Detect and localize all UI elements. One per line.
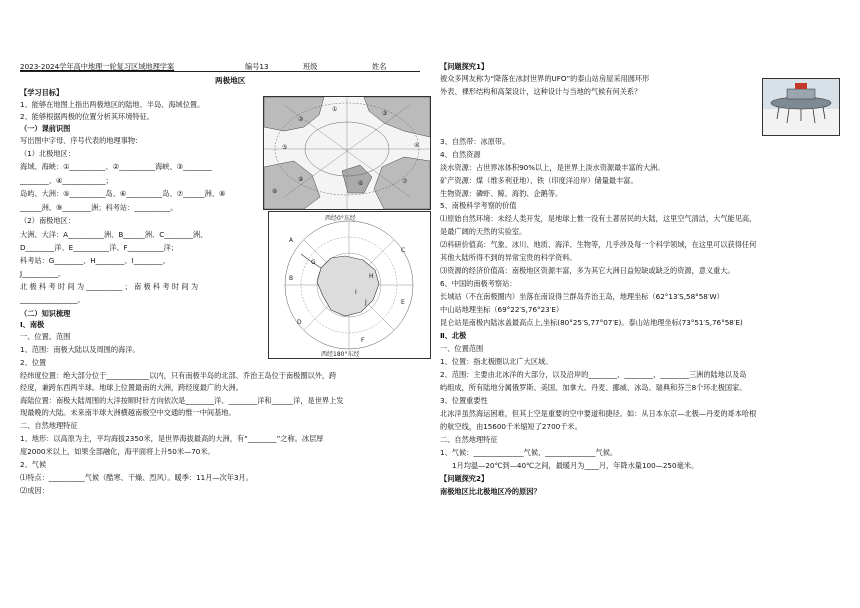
north-2b: 屿组成，所有陆地分属俄罗斯、美国、加拿大、丹麦、挪威、冰岛、瑞典和芬兰8个环北极国家。 bbox=[440, 383, 747, 392]
right-6a: 长城站（不在南极圈内）坐落在南设得兰群岛乔治王岛，地理坐标（62°13′S,58°58′W） bbox=[440, 292, 724, 301]
name-label: 姓名 bbox=[372, 62, 387, 71]
right-6c: 昆仑站是南极内陆冰盖最高点上,坐标(80°25′S,77°07′E)。泰山站地理坐标(73°51′S,76°58′E) bbox=[440, 318, 743, 327]
north-3b: 的航空线，由15600千米缩短了2700千米。 bbox=[440, 422, 582, 431]
right-4b: 矿产资源：煤（维多利亚地）、铁（印度洋沿岸）储量最丰富。 bbox=[440, 176, 638, 185]
north-1: 1、位置：指北极圈以北广大区域。 bbox=[440, 357, 553, 366]
right-6: 6、中国的南极考察站： bbox=[440, 279, 517, 288]
class-label: 班级 bbox=[303, 62, 318, 71]
antarctic-map bbox=[268, 211, 431, 359]
arctic-label-9: ⑨ bbox=[298, 176, 304, 183]
right-4a: 淡水资源：占世界冰体积90%以上，是世界上淡水资源最丰富的大洲。 bbox=[440, 163, 665, 172]
doc-number: 编号13 bbox=[245, 62, 269, 71]
taishan-station-photo bbox=[762, 78, 840, 136]
south-line-2: D________洋、E__________洋、F__________洋； bbox=[20, 243, 178, 252]
question-1-line-a: 被众多网友称为“降落在冰封世界的UFO”的泰山站房屋采用圆环形 bbox=[440, 74, 650, 83]
arctic-map bbox=[263, 96, 431, 210]
south-line-6: ________________。 bbox=[20, 295, 85, 304]
section-2-heading: （二）知识梳理 bbox=[20, 309, 71, 318]
antarctic-label-b: B bbox=[289, 275, 294, 282]
arctic-map-graphic bbox=[264, 97, 430, 209]
south-line-1: 大洲、大洋：A__________洲、B______洲、C________洲、 bbox=[20, 230, 208, 239]
question-2-heading: 【问题探究2】 bbox=[440, 474, 489, 483]
station-graphic bbox=[763, 79, 839, 135]
north-3-heading: 3、位置重要性 bbox=[440, 396, 488, 405]
goals-heading: 【学习目标】 bbox=[20, 88, 64, 97]
climate-heading: 2、气候 bbox=[20, 460, 47, 469]
north-4-heading: 二、自然地理特征 bbox=[440, 435, 498, 444]
right-4c: 生物资源：磷虾、鲸、海豹、企鹅等。 bbox=[440, 189, 563, 198]
antarctic-label-c: C bbox=[401, 247, 406, 254]
right-5c: ⑵科研价值高：气象、冰川、地质、海洋、生物等，几乎涉及每一个科学领域，在这里可以获得任何 bbox=[440, 240, 757, 249]
position-heading: 2、位置 bbox=[20, 358, 47, 367]
section-1-heading: （一）课前识图 bbox=[20, 124, 71, 133]
question-2: 南极地区比北极地区冷的原因？ bbox=[440, 487, 541, 496]
antarctic-label-a: A bbox=[289, 237, 294, 244]
north-4a: 1、气候：______________气候、______________气候。 bbox=[440, 448, 618, 457]
nature-heading: 二、自然地理特征 bbox=[20, 421, 78, 430]
north-pole-heading: Ⅱ、北极 bbox=[440, 331, 467, 340]
climate-2: ⑵成因： bbox=[20, 486, 49, 495]
right-5d: 其他大陆所得不到的异常宝贵的科学资料。 bbox=[440, 253, 577, 262]
right-5: 5、南极科学考察的价值 bbox=[440, 201, 517, 210]
climate-1: ⑴特点：__________气候（酷寒、干燥、烈风）。暖季：11月—次年3月。 bbox=[20, 473, 253, 482]
range-1: 1、范围：南极大陆以及周围的海洋。 bbox=[20, 345, 140, 354]
north-line-1: 海域、海峡：①__________、②__________海峡、③________ bbox=[20, 162, 212, 171]
arctic-label-6: ⑥ bbox=[358, 180, 364, 187]
antarctic-map-graphic bbox=[269, 212, 430, 358]
header-line bbox=[20, 71, 420, 72]
position-3: 海陆位置：南极大陆周围的大洋按顺时针方向依次是________洋、________洋和______洋，是世界上发 bbox=[20, 396, 344, 405]
north-range-heading: 一、位置范围 bbox=[440, 344, 484, 353]
goal-1: 1、能够在地图上指出两极地区的陆地、半岛、海域位置。 bbox=[20, 100, 205, 109]
school-year: 2023-2024学年高中地理一轮复习区域地理学案 bbox=[20, 62, 175, 71]
position-1: 经纬度位置：绝大部分位于____________以内，只有南极半岛的北部、乔治王岛位于南极圈以外，跨 bbox=[20, 371, 337, 380]
antarctic-label-e: E bbox=[401, 299, 405, 306]
antarctic-label-d: D bbox=[297, 319, 302, 326]
arctic-label-8: ⑧ bbox=[272, 188, 278, 195]
south-line-5: 北 极 科 考 时 间 为 __________ ； 南 极 科 考 时 间 为 bbox=[20, 282, 199, 291]
terrain-2: 度2000米以上，如果全部融化，海平面将上升50米—70米。 bbox=[20, 447, 215, 456]
antarctic-label-i: I bbox=[355, 289, 357, 296]
right-5b: 是最广阔的天然的实验室。 bbox=[440, 227, 527, 236]
north-line-4: ______洲、⑨________洲；科考站：__________。 bbox=[20, 203, 178, 212]
question-1-line-b: 外表、裸形结构和高架设计，这种设计与当地的气候有何关系？ bbox=[440, 87, 642, 96]
range-heading: 一、位置、范围 bbox=[20, 332, 71, 341]
antarctic-label-h: H bbox=[369, 273, 374, 280]
antarctic-label-g: G bbox=[311, 259, 316, 266]
arctic-label-7: ⑦ bbox=[402, 178, 408, 185]
arctic-label-1: ① bbox=[332, 106, 338, 113]
north-2: 2、范围：主要由北冰洋的大部分，以及沿岸的________、________、________三洲的陆地以及岛 bbox=[440, 370, 747, 379]
right-5e: ⑶资源的经济价值高：南极地区资源丰富，多为其它大洲日益短缺或缺乏的资源，意义重大。 bbox=[440, 266, 735, 275]
right-4: 4、自然资源 bbox=[440, 150, 481, 159]
south-line-4: J__________。 bbox=[20, 269, 66, 278]
right-3: 3、自然带：冰原带。 bbox=[440, 137, 510, 146]
terrain-1: 1、地形：以高原为主，平均海拔2350米，是世界海拔最高的大洲，有“________”之称。冰层厚 bbox=[20, 434, 324, 443]
south-line-3: 科考站：G________、H________、I________、 bbox=[20, 256, 170, 265]
north-question: （1）北极地区： bbox=[20, 149, 75, 158]
north-3a: 北冰洋虽然海运困难，但其上空是重要的空中要道和捷径。如：从日本东京—北极—丹麦的哥本哈根 bbox=[440, 409, 757, 418]
arctic-label-4: ④ bbox=[414, 142, 420, 149]
south-question: （2）南极地区： bbox=[20, 216, 75, 225]
goal-2: 2、能够根据两极的位置分析其环境特征。 bbox=[20, 112, 154, 121]
north-4b: 1月均温—20℃到—40℃之间，最暖月为____月，年降水量100—250毫米。 bbox=[452, 461, 699, 470]
page-title: 两极地区 bbox=[215, 76, 246, 85]
question-1-heading: 【问题探究1】 bbox=[440, 62, 489, 71]
arctic-label-2: ② bbox=[298, 116, 304, 123]
antarctic-bottom-label: 西经180°东经 bbox=[321, 351, 360, 358]
south-pole-heading: Ⅰ、南极 bbox=[20, 320, 45, 329]
position-2: 经度，兼跨东西两半球。地球上位置最南的大洲，跨经度最广的大洲。 bbox=[20, 383, 243, 392]
right-5a: ⑴原始自然环境：未经人类开发，是地球上惟一没有土著居民的大陆，这里空气清洁，大气能见高， bbox=[440, 214, 757, 223]
antarctic-top-label: 西经0°东经 bbox=[325, 215, 356, 222]
antarctic-label-f: F bbox=[361, 337, 365, 344]
arctic-label-5: ⑤ bbox=[282, 144, 288, 151]
intro-text: 写出图中字母、序号代表的地理事物： bbox=[20, 136, 143, 145]
position-4: 现最晚的大陆。未来南半球大洲横越南极空中交通的惟一中间基地。 bbox=[20, 408, 236, 417]
antarctic-label-j: J bbox=[365, 299, 367, 306]
north-line-2: ________、④____________； bbox=[20, 176, 113, 185]
north-line-3: 岛屿、大洲：⑤__________岛、⑥__________岛、⑦______洲、⑧ bbox=[20, 189, 226, 198]
right-6b: 中山站地理坐标（69°22′S,76°23′E） bbox=[440, 305, 564, 314]
arctic-label-3: ③ bbox=[382, 110, 388, 117]
